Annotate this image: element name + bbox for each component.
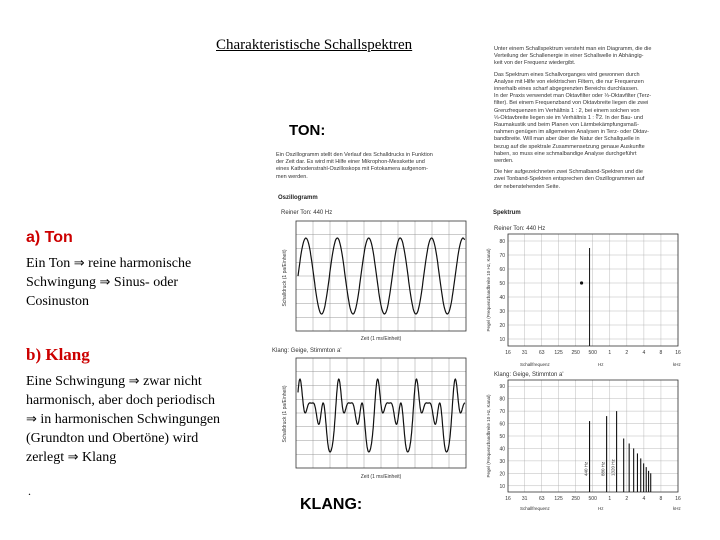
y-tick-label: 40	[499, 446, 505, 453]
axis-label-pegel: Pegel (Frequenzbandbreite 10 Hz, Kanal)	[486, 394, 491, 478]
axis-label-hz: Hz	[598, 506, 604, 511]
x-tick-label: 500	[588, 496, 597, 502]
axis-label-khz: kHz	[673, 362, 681, 367]
text-fragment: Sinus- oder	[113, 275, 179, 290]
scan-line: men werden.	[276, 173, 308, 180]
text-line: Cosinuston	[26, 294, 90, 309]
heading-ton: a) Ton	[26, 229, 73, 246]
axis-label-schallfrequenz: Schallfrequenz	[520, 362, 550, 367]
x-tick-label: 8	[659, 496, 663, 502]
y-tick-label: 80	[499, 396, 505, 403]
klang-osc-label: Klang: Geige, Stimmton a'	[272, 348, 342, 354]
y-tick-label: 20	[499, 471, 505, 478]
peak-frequency-label: 1320 Hz	[610, 459, 616, 476]
x-tick-label: 125	[554, 496, 563, 502]
x-tick-label: 2	[625, 350, 629, 356]
y-tick-label: 70	[499, 409, 505, 416]
x-tick-label: 31	[521, 496, 528, 502]
scan-line: der nebenstehenden Seite.	[494, 183, 561, 190]
axis-label-khz: kHz	[673, 506, 681, 511]
trailing-dot: .	[28, 484, 31, 498]
scan-line: Raumakustik und beim Planen von Lärmbekämpfungsmaß-	[494, 122, 639, 129]
axis-label-schallfrequenz: Schallfrequenz	[520, 506, 550, 511]
oszillogramm-label: Oszillogramm	[278, 195, 318, 201]
axis-label-pegel: Pegel (Frequenzbandbreite 10 Hz, Kanal)	[486, 248, 491, 332]
scan-description-text	[494, 46, 688, 191]
scan-line: In der Praxis verwendet man Oktavfilter oder ⅓-Oktavfilter (Terz-	[494, 93, 652, 100]
y-tick-label: 10	[499, 337, 505, 343]
text-line: harmonisch, aber doch periodisch	[26, 393, 215, 408]
heading-klang: b) Klang	[26, 345, 90, 364]
scan-line: bezug auf die spektrale Zusammensetzung genaue Auskunfte	[494, 143, 645, 150]
implies-arrow-icon: ⇒	[73, 256, 85, 271]
ton-description	[26, 254, 266, 311]
y-tick-label: 60	[499, 267, 505, 273]
x-tick-label: 500	[588, 350, 597, 356]
text-fragment: reine harmonische	[88, 256, 192, 271]
x-tick-label: 31	[521, 350, 528, 356]
scan-line: innerhalb eines scharf abgegrenzten Bereichs durchlassen.	[494, 86, 639, 93]
axis-label-schalldruck: Schalldruck (1 pa/Einheit)	[282, 385, 288, 443]
x-tick-label: 63	[538, 496, 545, 502]
scan-line: Verteilung der Schallenergie in einer Schallwelle in Abhängig-	[494, 53, 644, 60]
implies-arrow-icon: ⇒	[99, 275, 111, 290]
x-tick-label: 16	[675, 350, 681, 356]
x-tick-label: 63	[538, 350, 545, 356]
y-tick-label: 90	[499, 384, 505, 391]
x-tick-label: 16	[505, 350, 511, 356]
y-tick-label: 80	[499, 239, 505, 245]
scan-line: zwei Tonband-Spektren entsprechen den Oszillogrammen auf	[494, 176, 645, 183]
x-tick-label: 250	[571, 496, 580, 502]
klang-description	[26, 372, 266, 467]
x-tick-label: 4	[642, 496, 646, 502]
implies-arrow-icon: ⇒	[128, 374, 140, 389]
text-fragment: Ein Ton	[26, 256, 71, 271]
x-tick-label: 16	[675, 496, 681, 502]
scan-line: werden.	[494, 158, 514, 165]
y-tick-label: 40	[499, 295, 505, 301]
complex-wave	[298, 379, 465, 452]
y-tick-label: 50	[499, 434, 505, 440]
y-tick-label: 10	[499, 483, 505, 490]
spektrum-ton	[480, 230, 690, 368]
x-tick-label: 2	[625, 496, 629, 502]
oszillogramm-klang	[276, 352, 476, 482]
scan-line: ⅓-Oktavbreite liegen sie im Verhältnis 1 : ∛2. In der Bau- und	[494, 114, 644, 121]
x-tick-label: 1	[608, 496, 612, 502]
axis-label-schalldruck: Schalldruck (1 pa/Einheit)	[282, 249, 288, 307]
text-line: (Grundton und Obertöne) wird	[26, 431, 199, 446]
scan-line: haben, so muss eine schmalbandige Analyse durchgeführt	[494, 150, 637, 157]
y-tick-label: 60	[499, 421, 505, 428]
text-fragment: Klang	[82, 450, 117, 465]
scan-line: der Zeit dar. Es wird mit Hilfe einer Mikrophon-Messkette und	[276, 159, 425, 166]
scan-line: Das Spektrum eines Schallvorganges wird gewonnen durch	[494, 71, 640, 78]
scan-line: nahmen genügen im allgemeinen Analysen in Terz- oder Oktav-	[494, 129, 649, 136]
label-klang: KLANG:	[300, 496, 363, 513]
text-line	[26, 448, 266, 467]
axis-label-zeit: Zeit (1 ms/Einheit)	[360, 336, 402, 342]
x-tick-label: 125	[554, 350, 563, 356]
x-tick-label: 4	[642, 350, 646, 356]
scan-line: Ein Oszillogramm stellt den Verlauf des Schalldrucks in Funktion	[276, 152, 433, 158]
scan-oszillogramm-text	[276, 152, 492, 181]
spectrum-marker-dot	[580, 281, 583, 284]
spectrum-grid	[508, 234, 678, 346]
x-tick-label: 8	[659, 350, 663, 356]
x-tick-label: 1	[608, 350, 612, 356]
implies-arrow-icon: ⇒	[67, 450, 79, 465]
implies-arrow-icon: ⇒	[26, 412, 37, 427]
text-line	[26, 410, 266, 429]
peak-frequency-label: 440 Hz	[583, 461, 589, 476]
y-tick-label: 30	[499, 309, 505, 315]
x-tick-label: 250	[571, 350, 580, 356]
text-fragment: Schwingung	[26, 275, 96, 290]
spectrum-grid	[508, 380, 678, 492]
scan-line: filter). Bei einem Frequenzband von Oktavbreite liegen die zwei	[494, 100, 649, 107]
text-fragment: Eine Schwingung	[26, 374, 126, 389]
oszillogramm-ton	[276, 218, 476, 346]
text-fragment: in harmonischen Schwingungen	[40, 412, 221, 427]
axis-label-hz: Hz	[598, 362, 604, 367]
page-title: Charakteristische Schallspektren	[216, 37, 413, 53]
text-fragment: zerlegt	[26, 450, 65, 465]
scan-line: eines Kathodenstrahl-Oszilloskops mit Fotokamera aufgenom-	[276, 166, 428, 173]
y-tick-label: 30	[499, 458, 505, 465]
text-fragment: zwar nicht	[143, 374, 202, 389]
y-tick-label: 50	[499, 281, 505, 287]
reiner-ton-spec-label: Reiner Ton: 440 Hz	[494, 226, 546, 232]
spektrum-label: Spektrum	[493, 210, 521, 216]
peak-frequency-label: 880 Hz	[600, 461, 606, 476]
spektrum-klang	[480, 376, 690, 512]
y-tick-label: 20	[499, 323, 505, 329]
text-line	[26, 372, 266, 391]
axis-label-zeit: Zeit (1 ms/Einheit)	[360, 474, 402, 480]
text-line	[26, 273, 266, 292]
y-tick-label: 70	[499, 253, 505, 259]
klang-spec-label: Klang: Geige, Stimmton a'	[494, 372, 564, 378]
label-ton: TON:	[289, 122, 326, 139]
scan-line: Die hier aufgezeichneten zwei Schmalband-Spektren und die	[494, 169, 643, 176]
reiner-ton-osc-label: Reiner Ton: 440 Hz	[281, 210, 333, 216]
text-line	[26, 254, 266, 273]
x-tick-label: 16	[505, 496, 511, 502]
plot-frame	[508, 234, 678, 346]
scan-line: Grenzfrequenzen im Verhältnis 1 : 2, bei einem solchen von	[494, 107, 640, 114]
scan-line: bandbreite. Will man aber über die Natur der Schallquelle in	[494, 136, 640, 143]
scan-line: Unter einem Schallspektrum versteht man ein Diagramm, die die	[494, 46, 652, 52]
scan-line: keit von der Frequenz wiedergibt.	[494, 60, 576, 67]
scan-line: Analyse mit Hilfe von elektrischen Filtern, die nur Frequenzen	[494, 78, 644, 85]
